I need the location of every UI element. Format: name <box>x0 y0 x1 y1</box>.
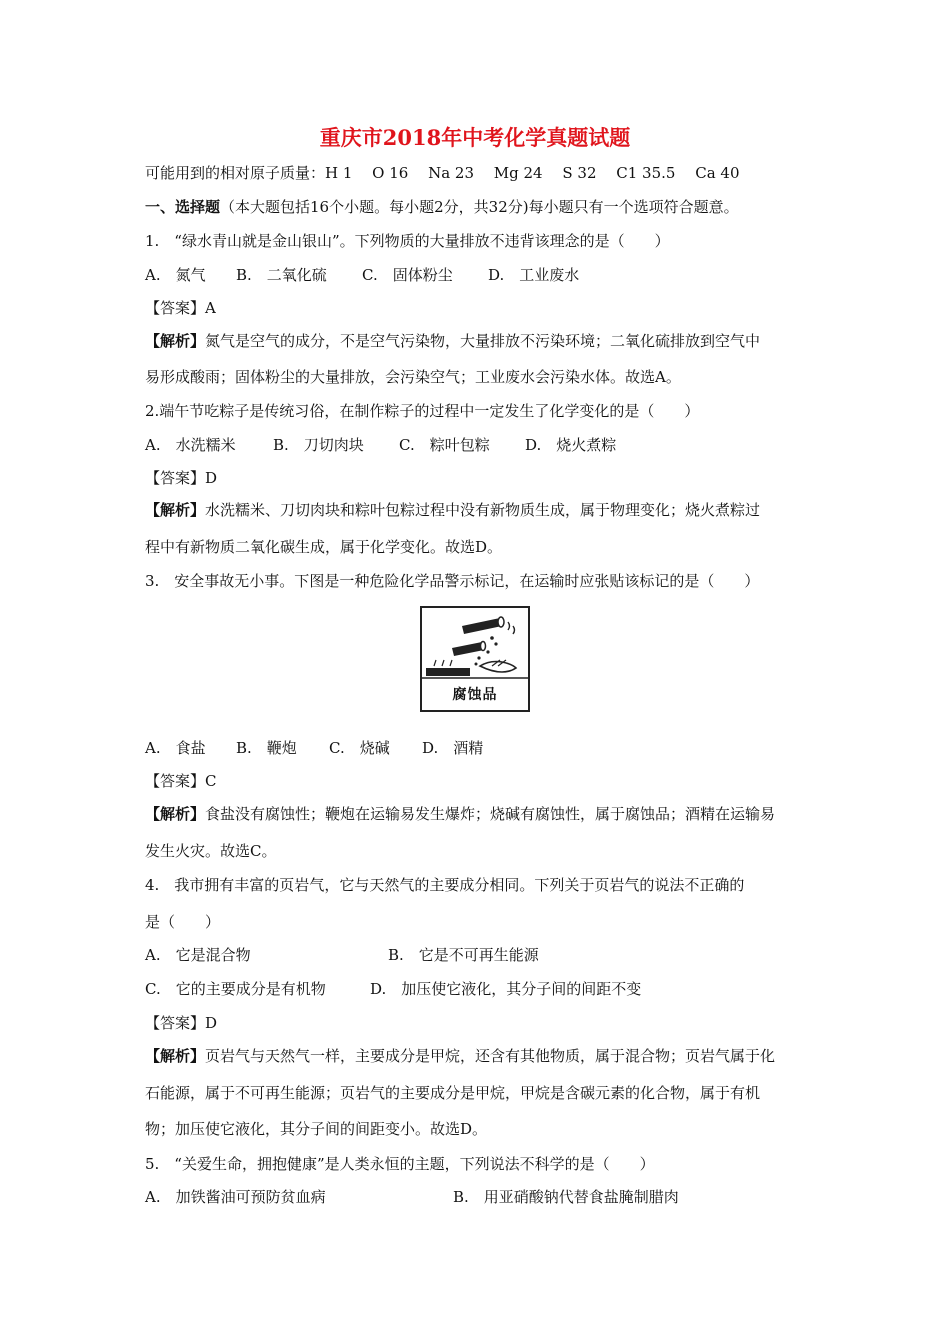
sign-label: 腐蚀品 <box>452 687 498 703</box>
option-c: C. 它的主要成分是有机物 <box>145 980 326 998</box>
option-a: A. 氮气 <box>145 266 206 284</box>
analysis-label: 【解析】 <box>145 501 206 519</box>
analysis-text: 氮气是空气的成分，不是空气污染物，大量排放不污染环境；二氧化硫排放到空气中 <box>205 332 761 350</box>
question-4-options-row-2 <box>145 979 641 999</box>
analysis-text: 食盐没有腐蚀性；鞭炮在运输易发生爆炸；烧碱有腐蚀性，属于腐蚀品；酒精在运输易 <box>205 805 776 823</box>
option-c: C. 烧碱 <box>329 739 390 757</box>
question-2-stem: 2.端午节吃粽子是传统习俗，在制作粽子的过程中一定发生了化学变化的是（ ） <box>145 402 700 420</box>
option-c: C. 固体粉尘 <box>362 266 453 284</box>
question-3-analysis-cont: 发生火灾。故选C。 <box>145 842 277 860</box>
atomic-masses: 可能用到的相对原子质量：H 1 O 16 Na 23 Mg 24 S 32 C1 35.5 Ca 40 <box>145 164 740 182</box>
section-description: （本大题包括16个小题。每小题2分，共32分)每小题只有一个选项符合题意。 <box>220 198 739 216</box>
question-5-stem: 5. “关爱生命，拥抱健康”是人类永恒的主题，下列说法不科学的是（ ） <box>145 1155 655 1173</box>
question-1-options <box>145 265 579 285</box>
analysis-label: 【解析】 <box>145 332 206 350</box>
analysis-text: 页岩气与天然气一样，主要成分是甲烷，还含有其他物质，属于混合物；页岩气属于化 <box>205 1047 776 1065</box>
option-b: B. 鞭炮 <box>236 739 297 757</box>
analysis-label: 【解析】 <box>145 1047 206 1065</box>
question-3-stem: 3. 安全事故无小事。下图是一种危险化学品警示标记，在运输时应张贴该标记的是（ ） <box>145 572 760 590</box>
option-d: D. 工业废水 <box>488 266 580 284</box>
option-b: B. 刀切肉块 <box>273 436 364 454</box>
question-4-stem-cont: 是（ ） <box>145 913 221 931</box>
question-4-analysis <box>145 1046 775 1066</box>
option-d: D. 酒精 <box>422 739 484 757</box>
question-2-answer: 【答案】D <box>145 469 218 487</box>
option-b: B. 用亚硝酸钠代替食盐腌制腊肉 <box>453 1188 679 1206</box>
question-3-options <box>145 738 483 758</box>
corrosive-warning-sign <box>420 606 530 712</box>
option-c: C. 粽叶包粽 <box>399 436 490 454</box>
option-b: B. 它是不可再生能源 <box>388 946 539 964</box>
question-1-analysis <box>145 331 760 351</box>
analysis-text: 水洗糯米、刀切肉块和粽叶包粽过程中没有新物质生成，属于物理变化；烧火煮粽过 <box>205 501 761 519</box>
question-3-analysis <box>145 804 775 824</box>
option-a: A. 食盐 <box>145 739 206 757</box>
question-2-analysis-cont: 程中有新物质二氧化碳生成，属于化学变化。故选D。 <box>145 538 503 556</box>
section-heading <box>145 197 739 217</box>
question-4-stem: 4. 我市拥有丰富的页岩气，它与天然气的主要成分相同。下列关于页岩气的说法不正确的 <box>145 876 745 894</box>
question-4-options-row-1 <box>145 945 539 965</box>
question-2-analysis <box>145 500 760 520</box>
question-4-analysis-cont-1: 石能源，属于不可再生能源；页岩气的主要成分是甲烷，甲烷是含碳元素的化合物，属于有机 <box>145 1084 761 1102</box>
option-b: B. 二氧化硫 <box>236 266 327 284</box>
option-a: A. 它是混合物 <box>145 946 251 964</box>
option-a: A. 水洗糯米 <box>145 436 236 454</box>
option-d: D. 加压使它液化，其分子间的间距不变 <box>370 980 642 998</box>
question-5-options <box>145 1187 679 1207</box>
option-a: A. 加铁酱油可预防贫血病 <box>145 1188 326 1206</box>
question-1-stem: 1. “绿水青山就是金山银山”。下列物质的大量排放不违背该理念的是（ ） <box>145 232 670 250</box>
question-2-options <box>145 435 616 455</box>
question-1-analysis-cont: 易形成酸雨；固体粉尘的大量排放，会污染空气；工业废水会污染水体。故选A。 <box>145 368 681 386</box>
question-3-answer: 【答案】C <box>145 772 217 790</box>
question-4-answer: 【答案】D <box>145 1014 218 1032</box>
page-title: 重庆市2018年中考化学真题试题 <box>319 125 631 150</box>
section-title: 一、选择题 <box>145 198 221 216</box>
analysis-label: 【解析】 <box>145 805 206 823</box>
question-1-answer: 【答案】A <box>145 299 216 317</box>
option-d: D. 烧火煮粽 <box>525 436 617 454</box>
question-4-analysis-cont-2: 物；加压使它液化，其分子间的间距变小。故选D。 <box>145 1120 488 1138</box>
